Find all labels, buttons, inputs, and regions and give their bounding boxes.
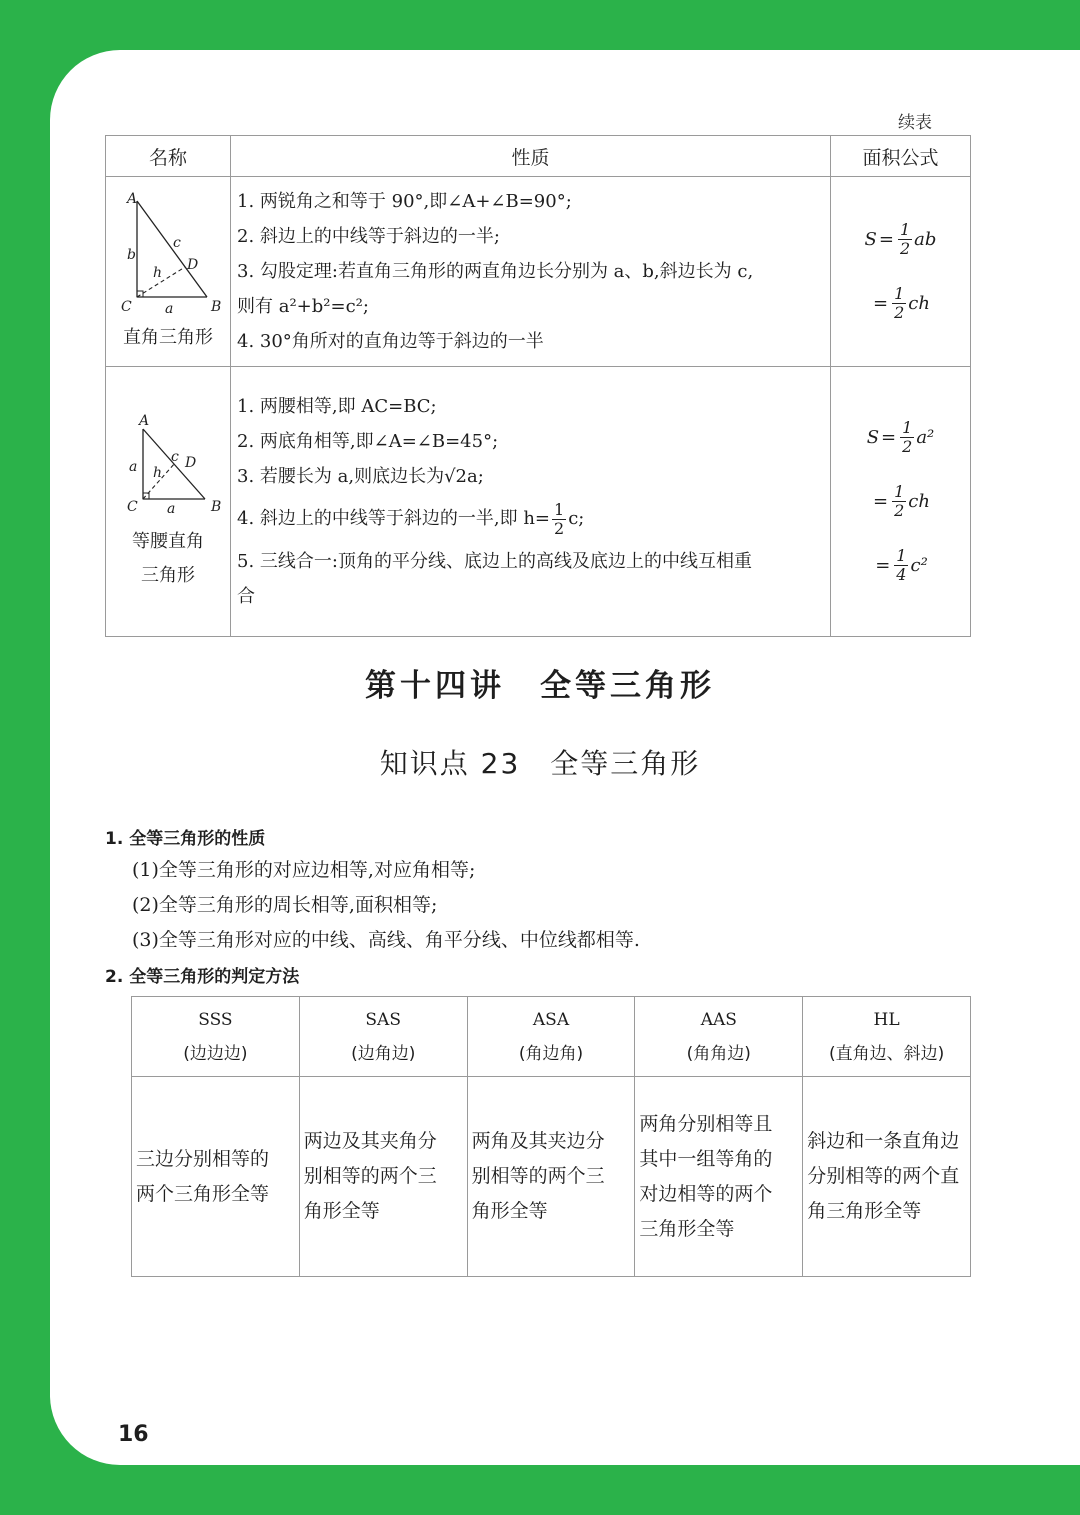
- property-line: 1. 两锐角之和等于 90°,即∠A+∠B=90°;: [237, 191, 572, 212]
- label-vertex-c: C: [121, 298, 132, 315]
- label-vertex-b: B: [211, 298, 222, 315]
- shape-name: 直角三角形: [123, 326, 213, 348]
- property-line: 3. 勾股定理:若直角三角形的两直角边长分别为 a、b,斜边长为 c,: [237, 261, 754, 282]
- isosceles-right-triangle-diagram: [113, 411, 223, 521]
- property-line: 4. 斜边上的中线等于斜边的一半,即 h= $\frac{1}{2}$ c;: [237, 499, 585, 538]
- property-line: 2. 两底角相等,即∠A=∠B=45°;: [237, 431, 499, 452]
- fraction: $\frac{1}{2}$: [902, 418, 913, 456]
- name-cell: [106, 367, 231, 637]
- property-line: 合: [237, 586, 255, 607]
- table-header-row: [106, 136, 971, 177]
- label-height-h: h: [153, 464, 163, 481]
- label-side-c: c: [173, 234, 181, 251]
- section-title-criteria: 2. 全等三角形的判定方法: [105, 967, 300, 987]
- property-line: 2. 斜边上的中线等于斜边的一半;: [237, 226, 500, 247]
- label-point-d: D: [187, 256, 199, 273]
- lecture-title: 第十四讲 全等三角形: [365, 668, 715, 704]
- table-row: [132, 1077, 971, 1277]
- triangle-properties-table: [105, 135, 971, 637]
- fraction: $\frac{1}{2}$: [894, 284, 905, 322]
- criterion-description: 斜边和一条直角边 分别相等的两个直 角三角形全等: [803, 1077, 971, 1277]
- label-side-a: a: [165, 300, 174, 317]
- properties-cell: [231, 177, 831, 367]
- fraction: $\frac{1}{2}$: [894, 482, 905, 520]
- page-number: 16: [118, 1422, 149, 1447]
- label-vertex-a: A: [127, 190, 138, 207]
- property-line: 5. 三线合一:顶角的平分线、底边上的高线及底边上的中线互相重: [237, 551, 752, 572]
- fraction: $\frac{1}{4}$: [896, 546, 907, 584]
- properties-cell: [231, 367, 831, 637]
- criterion-description: 三边分别相等的 两个三角形全等: [132, 1077, 300, 1277]
- area-formula: = $\frac{1}{2}$ ch: [873, 284, 930, 322]
- label-vertex-a: A: [139, 412, 150, 429]
- label-vertex-b: B: [211, 498, 222, 515]
- table-row: [106, 367, 971, 637]
- criterion-description: 两角分别相等且 其中一组等角的 对边相等的两个 三角形全等: [635, 1077, 803, 1277]
- area-formula: = $\frac{1}{2}$ ch: [873, 482, 930, 520]
- list-item: (3)全等三角形对应的中线、高线、角平分线、中位线都相等.: [132, 929, 640, 951]
- list-item: (2)全等三角形的周长相等,面积相等;: [132, 894, 438, 916]
- criterion-header: AAS (角角边): [635, 997, 803, 1077]
- label-point-d: D: [185, 454, 197, 471]
- label-leg-a2: a: [167, 500, 176, 517]
- criterion-header: HL (直角边、斜边): [803, 997, 971, 1077]
- area-cell: [831, 177, 971, 367]
- right-triangle-diagram: [113, 189, 223, 317]
- header-area: 面积公式: [831, 136, 971, 177]
- property-line: 1. 两腰相等,即 AC=BC;: [237, 396, 437, 417]
- fraction: $\frac{1}{2}$: [554, 499, 565, 538]
- criterion-description: 两角及其夹边分 别相等的两个三 角形全等: [467, 1077, 635, 1277]
- congruence-criteria-table: [131, 996, 971, 1277]
- area-cell: [831, 367, 971, 637]
- label-vertex-c: C: [127, 498, 138, 515]
- continued-label: 续表: [898, 113, 932, 133]
- criterion-header: ASA (角边角): [467, 997, 635, 1077]
- header-name: 名称: [106, 136, 231, 177]
- shape-name: 等腰直角: [132, 530, 204, 552]
- criterion-header: SAS (边角边): [299, 997, 467, 1077]
- section-title-properties: 1. 全等三角形的性质: [105, 829, 266, 849]
- list-item: (1)全等三角形的对应边相等,对应角相等;: [132, 859, 476, 881]
- header-properties: 性质: [231, 136, 831, 177]
- name-cell: [106, 177, 231, 367]
- fraction: $\frac{1}{2}$: [899, 220, 911, 258]
- table-header-row: [132, 997, 971, 1077]
- label-side-b: b: [127, 246, 136, 263]
- label-leg-a: a: [129, 458, 138, 475]
- table-row: [106, 177, 971, 367]
- knowledge-point-title: 知识点 23 全等三角形: [379, 747, 701, 780]
- property-line: 3. 若腰长为 a,则底边长为√2a;: [237, 466, 484, 487]
- property-line: 4. 30°角所对的直角边等于斜边的一半: [237, 331, 544, 352]
- criterion-description: 两边及其夹角分 别相等的两个三 角形全等: [299, 1077, 467, 1277]
- area-formula: = $\frac{1}{4}$ c²: [875, 546, 928, 584]
- area-formula: S = $\frac{1}{2}$ a²: [866, 418, 935, 456]
- area-formula: S = $\frac{1}{2}$ ab: [864, 220, 937, 258]
- label-height-h: h: [153, 264, 163, 281]
- label-side-c: c: [171, 448, 179, 465]
- property-line: 则有 a²+b²=c²;: [237, 296, 369, 317]
- shape-name: 三角形: [141, 564, 195, 586]
- criterion-header: SSS (边边边): [132, 997, 300, 1077]
